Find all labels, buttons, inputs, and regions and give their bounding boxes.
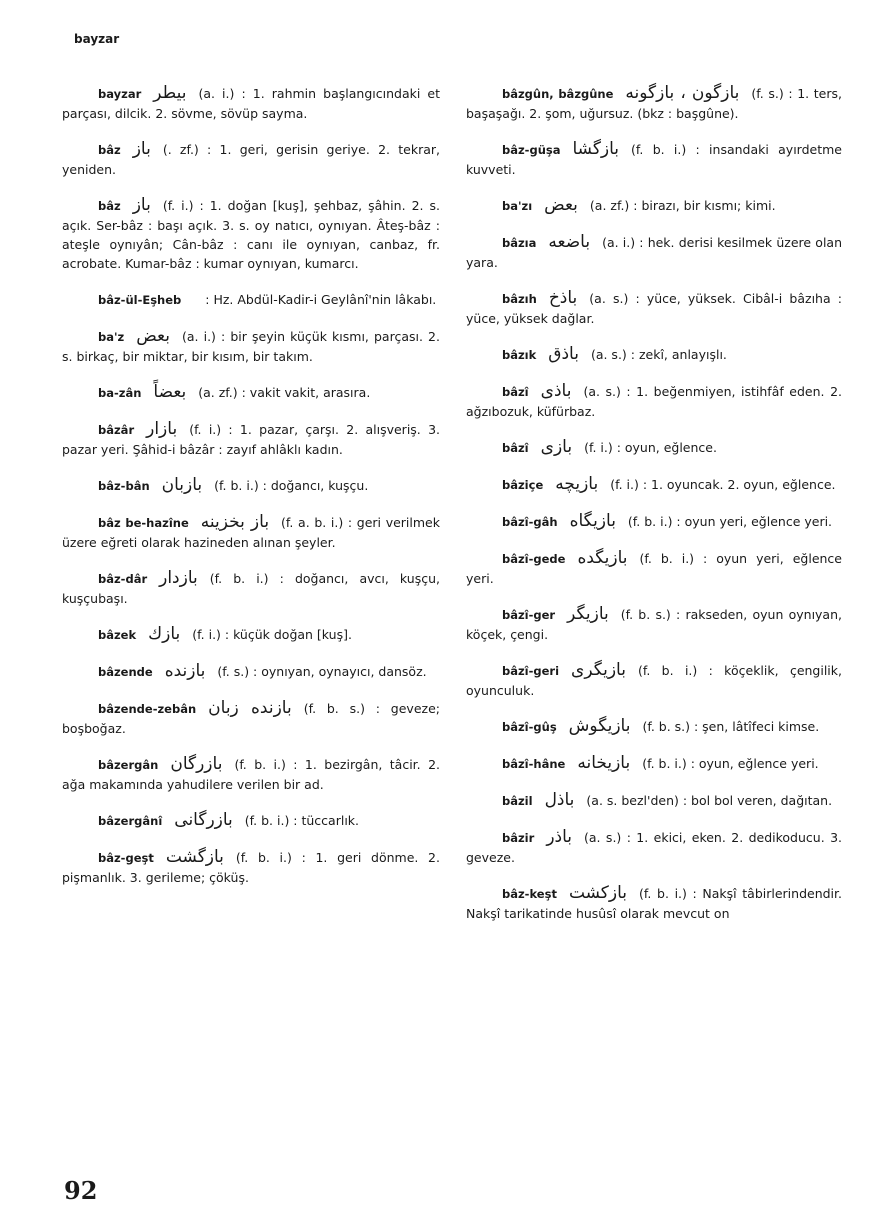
entry-definition: (f. b. i.) : doğancı, kuşçu. xyxy=(214,478,369,493)
entry-arabic-script: باذق xyxy=(548,344,579,364)
entry-headword: bâz-bân xyxy=(98,479,150,493)
entry-headword: bâzil xyxy=(502,794,533,808)
entry-headword: bâz be-hazîne xyxy=(98,516,189,530)
dictionary-entry xyxy=(62,84,440,123)
entry-definition: (f. b. i.) : oyun yeri, eğlence yeri. xyxy=(627,514,833,529)
left-column xyxy=(62,84,440,904)
entry-arabic-script: بازیگر xyxy=(567,604,609,624)
right-column xyxy=(466,84,842,940)
entry-arabic-script: بعض xyxy=(544,195,578,215)
entry-arabic-script: بیطر xyxy=(153,83,187,103)
entry-arabic-script: بازکشت xyxy=(568,883,628,903)
entry-headword: bâzî-gede xyxy=(502,552,566,566)
entry-headword: bâzende-zebân xyxy=(98,702,197,716)
dictionary-entry xyxy=(62,811,440,831)
entry-arabic-script: بازیچه xyxy=(555,474,599,494)
dictionary-entry xyxy=(466,475,842,495)
dictionary-entry xyxy=(466,438,842,458)
dictionary-entry xyxy=(466,196,842,216)
dictionary-entry xyxy=(466,791,842,811)
entry-headword: bâz-ül-Eşheb xyxy=(98,293,182,307)
entry-definition: (f. i.) : 1. pazar, çarşı. 2. alışveriş. 3. pazar yeri. Şâhid-i bâzâr : zayıf ahlâklı kadın. xyxy=(62,422,440,457)
entry-arabic-script: بازیگوش xyxy=(568,716,631,736)
entry-definition: (f. s.) : 1. ters, başaşağı. 2. şom, uğursuz. (bkz : başgûne). xyxy=(466,86,842,121)
entry-headword: bâz-keşt xyxy=(502,887,557,901)
entry-definition: (a. s.) : 1. beğenmiyen, istihfâf eden. 2. ağzıbozuk, küfürbaz. xyxy=(466,384,842,419)
dictionary-entry xyxy=(62,327,440,366)
dictionary-entry xyxy=(466,717,842,737)
entry-headword: bâzek xyxy=(98,628,137,642)
dictionary-entry xyxy=(466,661,842,700)
entry-headword: bâz xyxy=(98,143,121,157)
entry-definition: (f. a. b. i.) : geri verilmek üzere eğreti olarak hazineden alınan şeyler. xyxy=(62,515,440,550)
entry-headword: bâz xyxy=(98,199,121,213)
entry-arabic-script: بازنده xyxy=(164,661,206,681)
entry-definition: (f. b. i.) : 1. bezirgân, tâcir. 2. ağa makamında yahudilere verilen bir ad. xyxy=(62,757,440,792)
dictionary-entry xyxy=(62,383,440,403)
entry-arabic-script: بازیگری xyxy=(571,660,626,680)
entry-arabic-script: بازیگده xyxy=(577,548,628,568)
entry-arabic-script: بعضاً xyxy=(153,382,187,402)
entry-headword: bâzıa xyxy=(502,236,537,250)
dictionary-entry xyxy=(62,625,440,645)
dictionary-entry xyxy=(62,755,440,794)
entry-headword: bâzî-gûş xyxy=(502,720,557,734)
dictionary-entry xyxy=(62,476,440,496)
entry-definition: (a. s.) : 1. ekici, eken. 2. dedikoducu. 3. geveze. xyxy=(466,830,842,865)
entry-definition: (f. b. i.) : tüccarlık. xyxy=(244,813,359,828)
entry-headword: bâzî-ger xyxy=(502,608,556,622)
entry-arabic-script: بازیگاه xyxy=(569,511,616,531)
entry-headword: bâzî-geri xyxy=(502,664,560,678)
entry-arabic-script: باذی xyxy=(540,381,572,401)
entry-headword: bâzî xyxy=(502,441,529,455)
entry-arabic-script: بازگشت xyxy=(165,847,224,867)
entry-definition: (a. zf.) : birazı, bir kısmı; kimi. xyxy=(589,198,776,213)
dictionary-entry xyxy=(466,140,842,179)
entry-arabic-script: بازگشا xyxy=(572,139,620,159)
entry-definition: (f. b. i.) : köçeklik, çengilik, oyunculuk. xyxy=(466,663,842,698)
running-head: bayzar xyxy=(74,32,120,46)
entry-definition: (a. i.) : bir şeyin küçük kısmı, parçası. 2. s. birkaç, bir miktar, bir kısım, bir takım. xyxy=(62,329,440,364)
entry-definition: (f. b. s.) : rakseden, oyun oynıyan, köçek, çengi. xyxy=(466,607,842,642)
entry-definition: (f. i.) : 1. oyuncak. 2. oyun, eğlence. xyxy=(610,477,836,492)
entry-arabic-script: باز xyxy=(132,195,151,215)
entry-headword: bâzık xyxy=(502,348,537,362)
entry-arabic-script: بازار xyxy=(146,419,178,439)
entry-arabic-script: بازدار xyxy=(159,568,198,588)
entry-arabic-script: بازبان xyxy=(161,475,203,495)
entry-arabic-script: بازگون ، بازگونه xyxy=(625,83,740,103)
dictionary-entry xyxy=(466,828,842,867)
entry-headword: bâzergânî xyxy=(98,814,163,828)
dictionary-entry xyxy=(62,569,440,608)
entry-headword: bâzî xyxy=(502,385,529,399)
dictionary-entry xyxy=(466,605,842,644)
dictionary-entry xyxy=(62,290,440,310)
entry-headword: bâzende xyxy=(98,665,153,679)
entry-definition: (a. i.) : 1. rahmin başlangıcındaki et parçası, dilcik. 2. sövme, sövüp sayma. xyxy=(62,86,440,121)
entry-headword: bâz-güşa xyxy=(502,143,561,157)
entry-definition: (f. b. s.) : şen, lâtîfeci kimse. xyxy=(642,719,820,734)
entry-arabic-script: باذل xyxy=(544,790,575,810)
dictionary-entry xyxy=(466,84,842,123)
entry-definition: (f. i.) : 1. doğan [kuş], şehbaz, şâhin. 2. s. açık. Ser-bâz : başı açık. 3. s. oy natıcı, oynıyan. Âteş-bâz : ateşle oynıyân; Cân-bâz : canı ile oynıyan, canbaz, fr. acrobate. Kumar-bâz : kumar oynıyan, kumarcı. xyxy=(62,198,440,271)
entry-definition: (f. s.) : oynıyan, oynayıcı, dansöz. xyxy=(217,664,427,679)
entry-arabic-script: بعض xyxy=(136,326,170,346)
dictionary-entry xyxy=(62,420,440,459)
entry-headword: ba'zı xyxy=(502,199,533,213)
entry-headword: ba'z xyxy=(98,330,125,344)
entry-headword: bâzergân xyxy=(98,758,159,772)
entry-headword: bâzî-gâh xyxy=(502,515,558,529)
entry-definition: (a. s. bezl'den) : bol bol veren, dağıtan. xyxy=(586,793,833,808)
entry-arabic-script: باذر xyxy=(546,827,573,847)
dictionary-entry xyxy=(62,848,440,887)
entry-definition: (f. b. i.) : oyun yeri, eğlence yeri. xyxy=(466,551,842,586)
dictionary-entry xyxy=(466,549,842,588)
entry-arabic-script: بازرگانی xyxy=(174,810,233,830)
dictionary-entry xyxy=(62,140,440,179)
entry-definition: (f. b. i.) : doğancı, avcı, kuşçu, kuşçubaşı. xyxy=(62,571,440,606)
entry-arabic-script: باضعه xyxy=(548,232,591,252)
entry-headword: bâzgûn, bâzgûne xyxy=(502,87,614,101)
dictionary-entry xyxy=(62,196,440,273)
dictionary-entry xyxy=(466,289,842,328)
dictionary-entry xyxy=(466,345,842,365)
entry-headword: bâzâr xyxy=(98,423,135,437)
entry-headword: bâzıh xyxy=(502,292,537,306)
entry-headword: bâz-dâr xyxy=(98,572,148,586)
entry-arabic-script: باز بخزینه xyxy=(200,512,270,532)
entry-headword: ba-zân xyxy=(98,386,142,400)
entry-headword: bayzar xyxy=(98,87,142,101)
entry-headword: bâziçe xyxy=(502,478,544,492)
entry-arabic-script: باذخ xyxy=(548,288,578,308)
page-number: 92 xyxy=(64,1176,98,1205)
entry-headword: bâzî-hâne xyxy=(502,757,566,771)
dictionary-entry xyxy=(62,662,440,682)
entry-definition: (f. b. i.) : oyun, eğlence yeri. xyxy=(642,756,819,771)
entry-definition: (a. s.) : yüce, yüksek. Cibâl-i bâzıha : yüce, yüksek dağlar. xyxy=(466,291,842,326)
dictionary-entry xyxy=(466,512,842,532)
entry-definition: (a. s.) : zekî, anlayışlı. xyxy=(590,347,727,362)
entry-arabic-script: بازك xyxy=(148,624,181,644)
dictionary-entry xyxy=(466,754,842,774)
entry-definition: (f. b. s.) : geveze; boşboğaz. xyxy=(62,701,440,736)
entry-definition: (. zf.) : 1. geri, gerisin geriye. 2. tekrar, yeniden. xyxy=(62,142,440,177)
entry-definition: (f. b. i.) : insandaki ayırdetme kuvveti. xyxy=(466,142,842,177)
entry-arabic-script: بازی xyxy=(540,437,573,457)
entry-headword: bâz-geşt xyxy=(98,851,154,865)
entry-definition: (a. i.) : hek. derisi kesilmek üzere olan yara. xyxy=(466,235,842,270)
entry-definition: (f. b. i.) : 1. geri dönme. 2. pişmanlık. 3. gerileme; çöküş. xyxy=(62,850,440,885)
entry-arabic-script: بازرگان xyxy=(170,754,223,774)
entry-definition: (f. i.) : küçük doğan [kuş]. xyxy=(192,627,352,642)
entry-arabic-script: بازیخانه xyxy=(577,753,631,773)
entry-definition: : Hz. Abdül-Kadir-i Geylânî'nin lâkabı. xyxy=(205,292,437,307)
dictionary-entry xyxy=(466,884,842,923)
dictionary-entry xyxy=(466,382,842,421)
entry-definition: (a. zf.) : vakit vakit, arasıra. xyxy=(198,385,371,400)
dictionary-entry xyxy=(62,513,440,552)
dictionary-entry xyxy=(466,233,842,272)
dictionary-entry xyxy=(62,699,440,738)
entry-arabic-script: باز xyxy=(132,139,151,159)
entry-arabic-script: بازنده زبان xyxy=(208,698,292,718)
entry-definition: (f. b. i.) : Nakşî tâbirlerindendir. Nakşî tarikatinde husûsî olarak mevcut on xyxy=(466,886,842,921)
entry-headword: bâzir xyxy=(502,831,535,845)
entry-definition: (f. i.) : oyun, eğlence. xyxy=(584,440,717,455)
